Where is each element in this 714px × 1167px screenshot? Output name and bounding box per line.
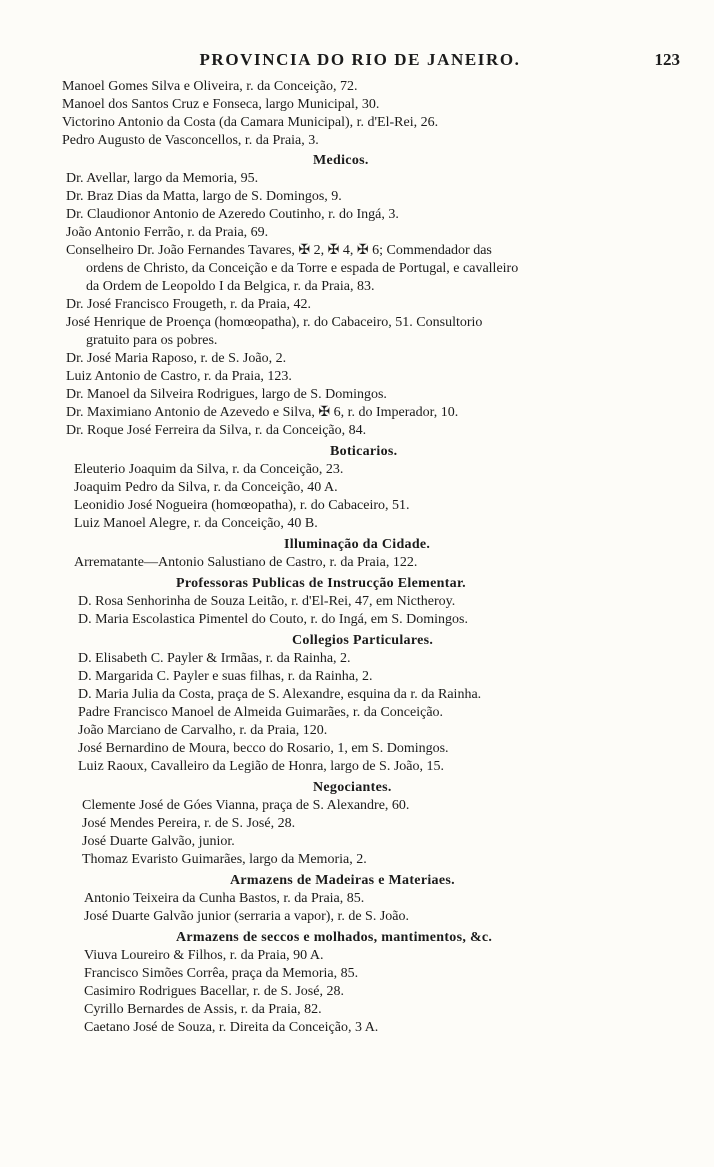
section-heading-illuminacao: Illuminação da Cidade.: [284, 537, 431, 552]
list-item-continuation: gratuito para os pobres.: [86, 333, 218, 348]
list-item: Caetano José de Souza, r. Direita da Conceição, 3 A.: [84, 1020, 379, 1035]
section-heading-boticarios: Boticarios.: [330, 444, 398, 459]
list-item: Casimiro Rodrigues Bacellar, r. de S. José, 28.: [84, 984, 344, 999]
list-item: Luiz Antonio de Castro, r. da Praia, 123.: [66, 369, 292, 384]
section-heading-negociantes: Negociantes.: [313, 780, 392, 795]
list-item: Dr. Roque José Ferreira da Silva, r. da Conceição, 84.: [66, 423, 367, 438]
list-item: Luiz Manoel Alegre, r. da Conceição, 40 B.: [74, 516, 318, 531]
list-item: Francisco Simões Corrêa, praça da Memoria, 85.: [84, 966, 359, 981]
list-item: Victorino Antonio da Costa (da Camara Municipal), r. d'El-Rei, 26.: [62, 115, 439, 130]
list-item: D. Maria Julia da Costa, praça de S. Alexandre, esquina da r. da Rainha.: [78, 687, 482, 702]
list-item: José Duarte Galvão junior (serraria a vapor), r. de S. João.: [84, 909, 410, 924]
list-item: Viuva Loureiro & Filhos, r. da Praia, 90 A.: [84, 948, 324, 963]
list-item: Dr. Avellar, largo da Memoria, 95.: [66, 171, 259, 186]
list-item: Dr. José Maria Raposo, r. de S. João, 2.: [66, 351, 287, 366]
page-number: 123: [654, 50, 680, 69]
list-item: Luiz Raoux, Cavalleiro da Legião de Honra, largo de S. João, 15.: [78, 759, 444, 774]
section-heading-professoras: Professoras Publicas de Instrucção Elementar.: [176, 576, 466, 591]
list-item: Dr. José Francisco Frougeth, r. da Praia, 42.: [66, 297, 311, 312]
page-header: [60, 50, 680, 74]
list-item: Dr. Manoel da Silveira Rodrigues, largo de S. Domingos.: [66, 387, 387, 402]
list-item: Cyrillo Bernardes de Assis, r. da Praia, 82.: [84, 1002, 322, 1017]
list-item: Dr. Maximiano Antonio de Azevedo e Silva, ✠ 6, r. do Imperador, 10.: [66, 405, 459, 420]
list-item: Manoel Gomes Silva e Oliveira, r. da Conceição, 72.: [62, 79, 358, 94]
list-item: Conselheiro Dr. João Fernandes Tavares, ✠ 2, ✠ 4, ✠ 6; Commendador das: [66, 243, 492, 258]
list-item: D. Rosa Senhorinha de Souza Leitão, r. d'El-Rei, 47, em Nictheroy.: [78, 594, 456, 609]
list-item: José Duarte Galvão, junior.: [82, 834, 235, 849]
list-item: D. Maria Escolastica Pimentel do Couto, r. do Ingá, em S. Domingos.: [78, 612, 469, 627]
section-heading-medicos: Medicos.: [313, 153, 369, 168]
list-item: José Mendes Pereira, r. de S. José, 28.: [82, 816, 296, 831]
list-item: Dr. Claudionor Antonio de Azeredo Coutinho, r. do Ingá, 3.: [66, 207, 399, 222]
list-item: Thomaz Evaristo Guimarães, largo da Memoria, 2.: [82, 852, 367, 867]
list-item: Arrematante—Antonio Salustiano de Castro, r. da Praia, 122.: [74, 555, 418, 570]
list-item-continuation: ordens de Christo, da Conceição e da Torre e espada de Portugal, e cavalleiro: [86, 261, 519, 276]
list-item-continuation: da Ordem de Leopoldo I da Belgica, r. da Praia, 83.: [86, 279, 375, 294]
list-item: José Bernardino de Moura, becco do Rosario, 1, em S. Domingos.: [78, 741, 449, 756]
list-item: João Marciano de Carvalho, r. da Praia, 120.: [78, 723, 328, 738]
list-item: José Henrique de Proença (homœopatha), r. do Cabaceiro, 51. Consultorio: [66, 315, 483, 330]
page-title: PROVINCIA DO RIO DE JANEIRO.: [199, 50, 521, 69]
section-heading-armazens-seccos: Armazens de seccos e molhados, mantimentos, &c.: [176, 930, 493, 945]
list-item: Clemente José de Góes Vianna, praça de S. Alexandre, 60.: [82, 798, 410, 813]
list-item: Manoel dos Santos Cruz e Fonseca, largo Municipal, 30.: [62, 97, 380, 112]
list-item: Padre Francisco Manoel de Almeida Guimarães, r. da Conceição.: [78, 705, 444, 720]
section-heading-collegios: Collegios Particulares.: [292, 633, 434, 648]
list-item: Eleuterio Joaquim da Silva, r. da Conceição, 23.: [74, 462, 344, 477]
section-heading-armazens-madeiras: Armazens de Madeiras e Materiaes.: [230, 873, 455, 888]
list-item: João Antonio Ferrão, r. da Praia, 69.: [66, 225, 269, 240]
list-item: Pedro Augusto de Vasconcellos, r. da Praia, 3.: [62, 133, 319, 148]
list-item: Leonidio José Nogueira (homœopatha), r. do Cabaceiro, 51.: [74, 498, 410, 513]
list-item: Antonio Teixeira da Cunha Bastos, r. da Praia, 85.: [84, 891, 365, 906]
list-item: D. Elisabeth C. Payler & Irmãas, r. da Rainha, 2.: [78, 651, 351, 666]
list-item: Joaquim Pedro da Silva, r. da Conceição, 40 A.: [74, 480, 338, 495]
list-item: D. Margarida C. Payler e suas filhas, r. da Rainha, 2.: [78, 669, 373, 684]
list-item: Dr. Braz Dias da Matta, largo de S. Domingos, 9.: [66, 189, 342, 204]
